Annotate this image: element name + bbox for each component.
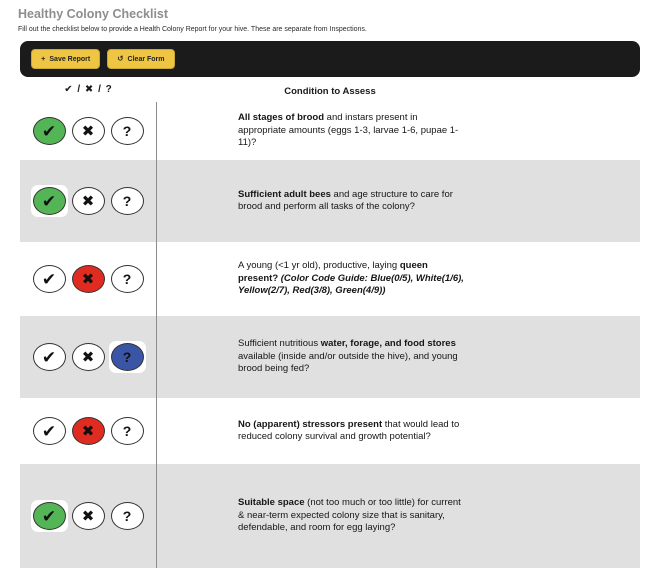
checklist-row [20,316,640,398]
question-button[interactable] [111,502,144,530]
page-subtitle: Fill out the checklist below to provide a Health Colony Report for your hive. These are separate from Inspections. [18,26,367,33]
plus-icon: + [41,54,46,64]
check-button[interactable] [33,502,66,530]
mark-slot [109,341,146,373]
check-button[interactable] [33,343,66,371]
cross-button[interactable] [72,502,105,530]
check-button[interactable] [33,265,66,293]
condition-text: Sufficient adult bees and age structure to care for brood and perform all tasks of the colony? [238,188,453,212]
marks-cell [20,398,157,464]
mark-slot [109,115,146,147]
check-icon: ✔ [41,191,57,211]
mark-slot [31,185,68,217]
question-button[interactable] [111,117,144,145]
marks-cell [20,316,157,398]
condition-cell [157,250,640,308]
condition-cell [157,102,640,160]
mark-slot [109,185,146,217]
marks-cell [20,160,157,242]
toolbar [20,41,640,77]
condition-cell [157,487,640,545]
cross-button[interactable] [72,265,105,293]
cross-icon: ✖ [81,507,95,525]
cross-button[interactable] [72,117,105,145]
healthy-colony-checklist-page [0,7,660,587]
condition-text: All stages of brood and instars present in appropriate amounts (eggs 1-3, larvae 1-6, pupae 1-11)? [238,112,459,149]
clear-form-button[interactable] [107,49,174,69]
mark-slot [31,263,68,295]
mark-slot [70,263,107,295]
question-button[interactable] [111,265,144,293]
checklist-rows [20,102,640,568]
cross-icon: ✖ [81,122,95,140]
checklist-row [20,398,640,464]
cross-button[interactable] [72,187,105,215]
reset-icon: ↺ [117,54,124,64]
question-button[interactable] [111,417,144,445]
question-button[interactable] [111,343,144,371]
check-button[interactable] [33,187,66,215]
mark-slot [109,415,146,447]
check-icon: ✔ [41,121,57,141]
condition-text: Sufficient nutritious water, forage, and food stores available (inside and/or outside the hive), and young brood being fed? [238,338,458,375]
question-icon: ? [122,271,132,287]
marks-cell [20,242,157,316]
condition-cell [157,328,640,386]
cross-button[interactable] [72,343,105,371]
question-button[interactable] [111,187,144,215]
cross-icon: ✖ [81,422,95,440]
check-icon: ✔ [41,506,57,526]
check-icon: ✔ [41,269,57,289]
condition-text: No (apparent) stressors present that would lead to reduced colony survival and growth potential? [238,418,460,442]
mark-slot [31,341,68,373]
question-icon: ? [122,193,132,209]
mark-slot [70,341,107,373]
condition-cell [157,409,640,454]
check-button[interactable] [33,117,66,145]
check-icon: ✔ [41,347,57,367]
condition-cell [157,179,640,224]
cross-icon: ✖ [81,270,95,288]
cross-button[interactable] [72,417,105,445]
question-icon: ? [122,349,132,365]
table-header [20,84,640,100]
save-report-button[interactable] [31,49,100,69]
mark-slot [70,500,107,532]
condition-text: A young (<1 yr old), productive, laying queen present? (Color Code Guide: Blue(0/5), White(1/6), Yellow(2/7), Red(3/8), Green(4/9)) [238,260,464,297]
checklist-row [20,160,640,242]
checklist-row [20,242,640,316]
check-icon: ✔ [41,421,57,441]
condition-column-header: Condition to Assess [284,86,376,97]
mark-slot [70,415,107,447]
mark-slot [70,115,107,147]
question-icon: ? [122,508,132,524]
check-button[interactable] [33,417,66,445]
cross-icon: ✖ [81,348,95,366]
marks-cell [20,464,157,568]
mark-slot [31,415,68,447]
marks-column-header: ✔ / ✖ / ? [64,84,113,95]
mark-slot [109,500,146,532]
checklist-row [20,102,640,160]
mark-slot [31,500,68,532]
save-report-label: Save Report [49,55,91,63]
mark-slot [70,185,107,217]
mark-slot [31,115,68,147]
question-icon: ? [122,123,132,139]
checklist-row [20,464,640,568]
cross-icon: ✖ [81,192,95,210]
page-title: Healthy Colony Checklist [18,7,169,21]
marks-cell [20,102,157,160]
condition-text: Suitable space (not too much or too little) for current & near-term expected colony size that is sanitary, defendable, and room for egg laying? [238,497,461,534]
question-icon: ? [122,423,132,439]
mark-slot [109,263,146,295]
clear-form-label: Clear Form [127,55,165,63]
